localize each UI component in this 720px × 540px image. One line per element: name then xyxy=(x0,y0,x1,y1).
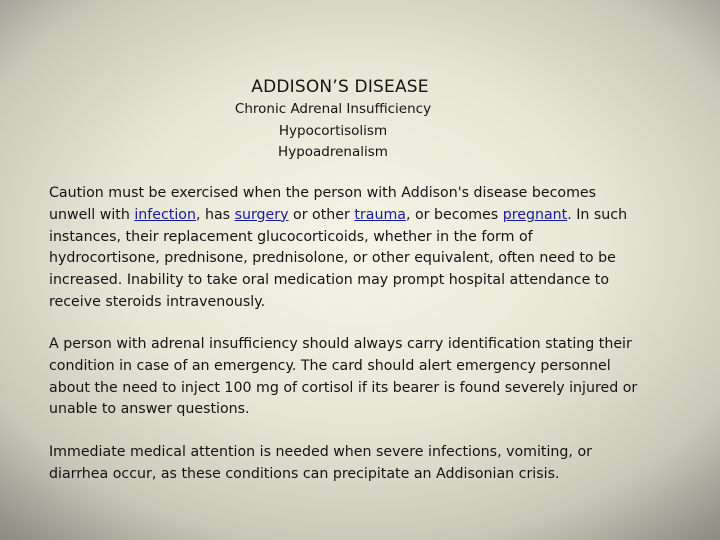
text-line xyxy=(49,205,674,227)
text-line: about the need to inject 100 mg of cortisol if its bearer is found severely injured or xyxy=(49,379,638,396)
text-line: Immediate medical attention is needed when severe infections, vomiting, or xyxy=(49,444,592,460)
link-infection[interactable]: infection xyxy=(134,206,196,223)
paragraph-medical-attention xyxy=(49,442,674,486)
subtitle-line: Hypoadrenalism xyxy=(278,144,388,160)
subtitle-block xyxy=(0,99,666,164)
subtitle-line: Chronic Adrenal Insufficiency xyxy=(234,101,432,117)
text-fragment: , has xyxy=(195,206,235,223)
text-line: Caution must be exercised when the person with Addison's disease becomes xyxy=(49,185,597,201)
text-line: increased. Inability to take oral medication may prompt hospital attendance to xyxy=(49,272,610,289)
subtitle-line: Hypocortisolism xyxy=(278,122,388,139)
text-line: hydrocortisone, prednisone, prednisolone, or other equivalent, often need to be xyxy=(49,250,616,267)
text-line: A person with adrenal insufficiency should always carry identification stating their xyxy=(49,336,632,352)
text-fragment: or other xyxy=(288,206,355,223)
link-surgery[interactable]: surgery xyxy=(234,206,289,223)
text-fragment: . In such xyxy=(567,206,628,223)
text-fragment: unwell with xyxy=(49,206,135,223)
text-fragment: , or becomes xyxy=(405,206,503,223)
text-line: condition in case of an emergency. The card should alert emergency personnel xyxy=(49,357,611,374)
text-line: receive steroids intravenously. xyxy=(49,293,266,310)
paragraph-identification xyxy=(49,334,674,421)
text-line: unable to answer questions. xyxy=(49,401,250,418)
slide-title: ADDISON’S DISEASE xyxy=(251,77,429,97)
link-pregnant[interactable]: pregnant xyxy=(502,206,568,223)
link-trauma[interactable]: trauma xyxy=(354,206,406,223)
text-line: diarrhea occur, as these conditions can precipitate an Addisonian crisis. xyxy=(49,465,560,482)
text-line: instances, their replacement glucocorticoids, whether in the form of xyxy=(49,228,533,245)
paragraph-caution xyxy=(49,183,674,314)
